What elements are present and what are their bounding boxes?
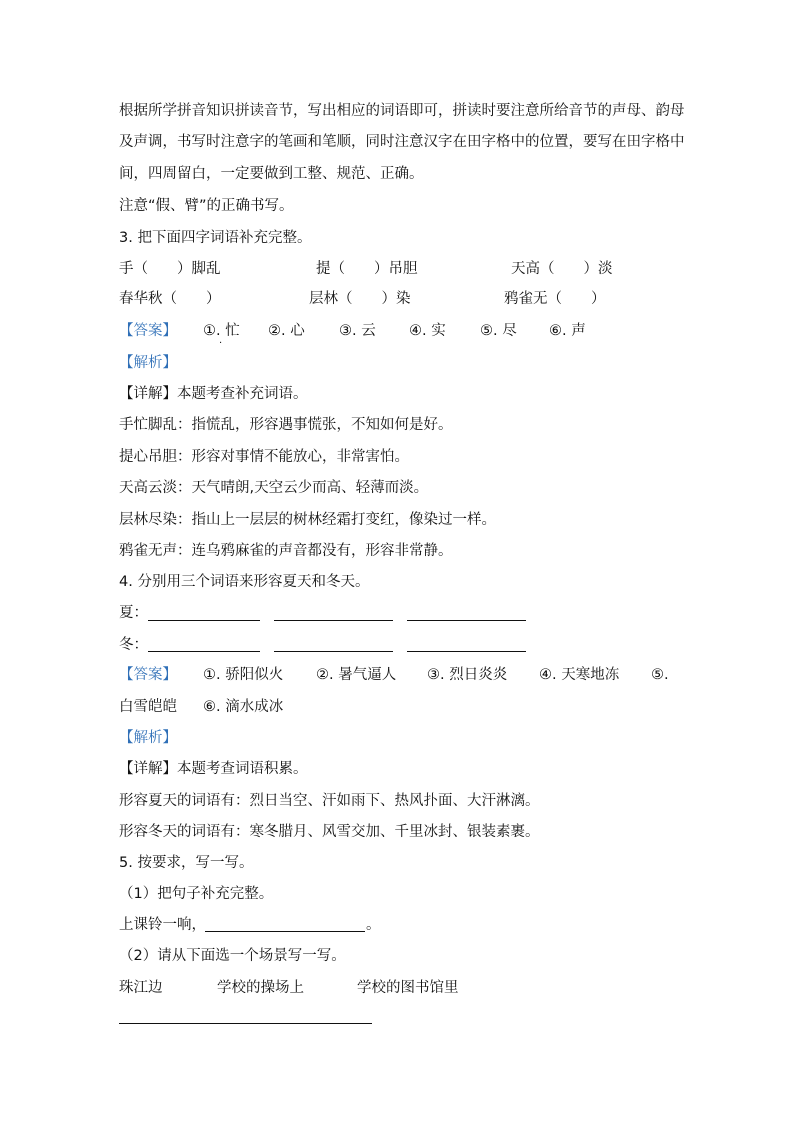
q3-item-6: 鸦雀无（ ）: [504, 291, 606, 307]
intro-line-2: 及声调，书写时注意字的笔画和笔顺，同时注意汉字在田字格中的位置，要写在田字格中: [119, 134, 685, 150]
q4-answer-6: ⑥. 滴水成冰: [203, 699, 284, 715]
q4-answer-2: ②. 暑气逼人: [316, 667, 397, 683]
q4-answer-3: ③. 烈日炎炎: [427, 667, 508, 683]
q3-answer-3: ③. 云: [339, 323, 376, 339]
q3-item-4: 春华秋（ ）: [119, 291, 221, 307]
q4-winter-words: 形容冬天的词语有：寒冬腊月、风雪交加、千里冰封、银装素裹。: [119, 824, 540, 840]
q5-title: 5. 按要求，写一写。: [119, 855, 254, 871]
q4-summer-blank-2[interactable]: [274, 620, 393, 621]
q5-scene-1: 珠江边: [119, 980, 163, 996]
q3-explanation-1: 手忙脚乱：指慌乱，形容遇事慌张，不知如何是好。: [119, 417, 453, 433]
q4-summer-label: 夏：: [119, 605, 148, 621]
q4-answer-5-text: 白雪皑皑: [119, 699, 177, 715]
q5-part-1: （1）把句子补充完整。: [119, 886, 274, 902]
q5-part-2: （2）请从下面选一个场景写一写。: [119, 948, 346, 964]
q5-scene-3: 学校的图书馆里: [357, 980, 459, 996]
q5-sentence-end: 。: [366, 917, 381, 933]
intro-line-1: 根据所学拼音知识拼读音节，写出相应的词语即可，拼读时要注意所给音节的声母、韵母: [119, 103, 685, 119]
q3-answer-5: ⑤. 尽: [480, 323, 517, 339]
q5-sentence-start: 上课铃一响，: [119, 917, 206, 933]
q5-scene-2: 学校的操场上: [217, 980, 304, 996]
q4-summer-blank-3[interactable]: [407, 620, 526, 621]
q3-item-5: 层林（ ）染: [309, 291, 411, 307]
q5-sentence-blank[interactable]: [205, 931, 365, 932]
q3-answer-label: 【答案】: [119, 323, 177, 339]
mark-dot: ·: [219, 338, 223, 349]
q3-detail: 【详解】本题考查补充词语。: [119, 386, 308, 402]
intro-note: 注意“假、臂”的正确书写。: [119, 198, 294, 214]
q3-answer-1: ①. 忙: [203, 323, 240, 339]
q3-item-2: 提（ ）吊胆: [316, 261, 418, 277]
q3-answer-6: ⑥. 声: [549, 323, 586, 339]
q3-item-3: 天高（ ）淡: [511, 261, 613, 277]
q3-answer-2: ②. 心: [268, 323, 305, 339]
q4-winter-blank-1[interactable]: [148, 651, 260, 652]
intro-line-3: 间，四周留白，一定要做到工整、规范、正确。: [119, 166, 424, 182]
q3-explanation-5: 鸦雀无声：连乌鸦麻雀的声音都没有，形容非常静。: [119, 543, 453, 559]
q4-summer-words: 形容夏天的词语有：烈日当空、汗如雨下、热风扑面、大汗淋漓。: [119, 793, 540, 809]
q4-answer-1: ①. 骄阳似火: [203, 667, 284, 683]
q4-winter-blank-2[interactable]: [274, 651, 393, 652]
q4-summer-blank-1[interactable]: [148, 620, 260, 621]
q4-winter-label: 冬：: [119, 637, 148, 653]
q3-title: 3. 把下面四字词语补充完整。: [119, 230, 312, 246]
q3-answer-4: ④. 实: [409, 323, 446, 339]
q4-detail: 【详解】本题考查词语积累。: [119, 761, 308, 777]
q3-analysis-label: 【解析】: [119, 355, 177, 371]
q5-writing-line[interactable]: [119, 1023, 372, 1024]
q4-analysis-label: 【解析】: [119, 730, 177, 746]
q3-item-1: 手（ ）脚乱: [119, 261, 221, 277]
q3-explanation-3: 天高云淡：天气晴朗,天空云少而高、轻薄而淡。: [119, 480, 429, 496]
q3-explanation-4: 层林尽染：指山上一层层的树林经霜打变红，像染过一样。: [119, 512, 496, 528]
q4-answer-4: ④. 天寒地冻: [539, 667, 620, 683]
q4-title: 4. 分别用三个词语来形容夏天和冬天。: [119, 574, 370, 590]
q4-answer-label: 【答案】: [119, 667, 177, 683]
q3-explanation-2: 提心吊胆：形容对事情不能放心，非常害怕。: [119, 449, 409, 465]
q4-winter-blank-3[interactable]: [407, 651, 526, 652]
q4-answer-5: ⑤.: [651, 667, 669, 683]
